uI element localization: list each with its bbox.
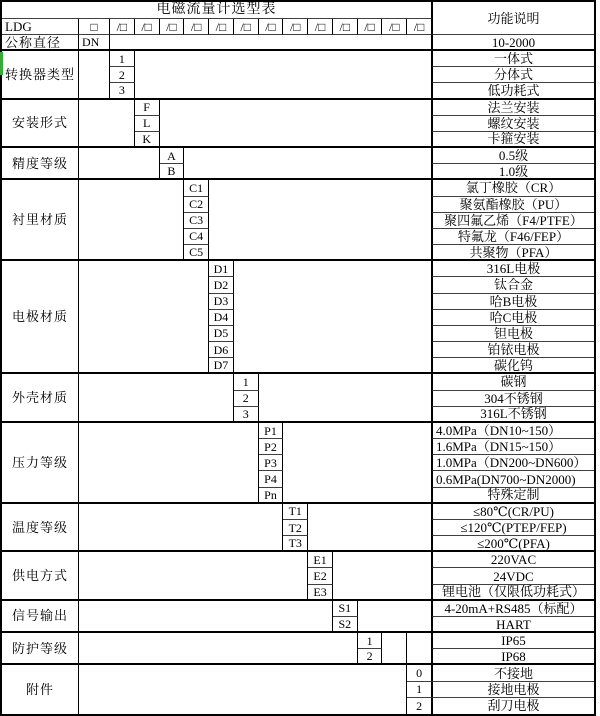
desc-cell: IP65 — [432, 633, 594, 649]
section-gap — [209, 180, 432, 261]
section-label: 外壳材质 — [2, 374, 79, 423]
code-cell: D2 — [209, 277, 234, 293]
desc-cell: 铂铱电极 — [432, 342, 594, 358]
model-box-cell: □ — [79, 19, 110, 35]
code-cell: C1 — [184, 180, 209, 196]
desc-cell: 不接地 — [432, 665, 594, 681]
code-cell: P3 — [259, 455, 284, 471]
desc-cell: 低功耗式 — [432, 83, 594, 99]
model-slot-cell: /□ — [382, 19, 407, 35]
filler-cell — [407, 633, 432, 665]
code-cell: T2 — [283, 520, 308, 536]
code-cell: 1 — [407, 682, 432, 698]
desc-cell: HART — [432, 617, 594, 633]
desc-cell: 聚氨酯橡胶（PU） — [432, 197, 594, 213]
model-slot-cell: /□ — [407, 19, 432, 35]
desc-cell: 分体式 — [432, 67, 594, 83]
section-label: 电极材质 — [2, 261, 79, 374]
code-cell: 3 — [234, 407, 259, 423]
code-cell: 2 — [358, 649, 383, 665]
code-cell: D3 — [209, 294, 234, 310]
section-label: 转换器类型 — [2, 51, 79, 100]
code-cell: P2 — [259, 439, 284, 455]
section-gap — [79, 148, 160, 180]
desc-cell: 24VDC — [432, 568, 594, 584]
desc-cell: 一体式 — [432, 51, 594, 67]
code-cell: 3 — [110, 83, 135, 99]
section-gap — [135, 51, 432, 100]
model-slot-cell: /□ — [358, 19, 383, 35]
desc-cell: 氯丁橡胶（CR） — [432, 180, 594, 196]
desc-cell: 4.0MPa（DN10~150） — [432, 423, 594, 439]
code-cell: C3 — [184, 213, 209, 229]
code-cell: 2 — [234, 391, 259, 407]
code-cell: K — [135, 132, 160, 148]
code-cell: 0 — [407, 665, 432, 681]
code-cell: T1 — [283, 504, 308, 520]
section-gap — [79, 633, 358, 665]
diameter-desc: 10-2000 — [432, 35, 594, 51]
code-cell: C4 — [184, 229, 209, 245]
code-cell: 1 — [358, 633, 383, 649]
function-column-header: 功能说明 — [432, 2, 594, 35]
desc-cell: 螺纹安装 — [432, 116, 594, 132]
model-slot-cell: /□ — [209, 19, 234, 35]
code-cell: C2 — [184, 197, 209, 213]
model-slot-cell: /□ — [333, 19, 358, 35]
desc-cell: 1.6MPa（DN15~150） — [432, 439, 594, 455]
section-gap — [358, 601, 432, 633]
model-slot-cell: /□ — [259, 19, 284, 35]
desc-cell: 1.0MPa（DN200~DN600） — [432, 455, 594, 471]
section-label: 附件 — [2, 665, 79, 714]
section-gap — [79, 100, 135, 149]
code-cell: E2 — [308, 568, 333, 584]
section-gap — [79, 665, 407, 714]
code-cell: S2 — [333, 617, 358, 633]
code-cell: P4 — [259, 471, 284, 487]
model-slot-cell: /□ — [308, 19, 333, 35]
desc-cell: 哈B电极 — [432, 294, 594, 310]
desc-cell: 钛合金 — [432, 277, 594, 293]
section-gap — [79, 423, 259, 504]
desc-cell: 锂电池（仅限低功耗式） — [432, 585, 594, 601]
desc-cell: ≤120℃(PTEP/FEP) — [432, 520, 594, 536]
section-label: 供电方式 — [2, 552, 79, 601]
code-cell: D1 — [209, 261, 234, 277]
model-prefix-cell: LDG — [2, 19, 79, 35]
section-gap — [333, 552, 432, 601]
section-label: 安装形式 — [2, 100, 79, 149]
code-cell: E3 — [308, 585, 333, 601]
desc-cell: 4-20mA+RS485（标配） — [432, 601, 594, 617]
desc-cell: 聚四氟乙烯（F4/PTFE） — [432, 213, 594, 229]
section-gap — [283, 423, 432, 504]
model-slot-cell: /□ — [283, 19, 308, 35]
code-cell: 1 — [110, 51, 135, 67]
section-gap — [79, 601, 333, 633]
desc-cell: 哈C电极 — [432, 310, 594, 326]
desc-cell: 碳化钨 — [432, 358, 594, 374]
code-cell: L — [135, 116, 160, 132]
desc-cell: 共聚物（PFA） — [432, 245, 594, 261]
model-slot-cell: /□ — [110, 19, 135, 35]
green-marker — [0, 52, 3, 75]
section-gap — [259, 374, 432, 423]
section-gap — [308, 504, 432, 553]
code-cell: 1 — [234, 374, 259, 390]
table-title: 电磁流量计选型表 — [2, 2, 432, 19]
desc-cell: 0.5级 — [432, 148, 594, 164]
model-slot-cell: /□ — [184, 19, 209, 35]
section-gap — [79, 261, 209, 374]
section-gap — [79, 180, 184, 261]
section-gap — [234, 261, 432, 374]
code-cell: F — [135, 100, 160, 116]
desc-cell: 特氟龙（F46/FEP） — [432, 229, 594, 245]
model-slot-cell: /□ — [160, 19, 185, 35]
section-gap — [184, 148, 432, 180]
code-cell: 2 — [407, 698, 432, 714]
section-label: 压力等级 — [2, 423, 79, 504]
section-gap — [79, 51, 110, 100]
desc-cell: 刮刀电极 — [432, 698, 594, 714]
desc-cell: 接地电极 — [432, 682, 594, 698]
section-label: 信号输出 — [2, 601, 79, 633]
filler-cell — [110, 35, 432, 51]
model-slot-cell: /□ — [135, 19, 160, 35]
code-cell: D5 — [209, 326, 234, 342]
section-gap — [160, 100, 432, 149]
filler-cell — [382, 633, 407, 665]
section-label: 精度等级 — [2, 148, 79, 180]
desc-cell: ≤80℃(CR/PU) — [432, 504, 594, 520]
code-cell: 2 — [110, 67, 135, 83]
code-cell: A — [160, 148, 185, 164]
code-cell: D4 — [209, 310, 234, 326]
desc-cell: 卡箍安装 — [432, 132, 594, 148]
code-cell: C5 — [184, 245, 209, 261]
section-label: 防护等级 — [2, 633, 79, 665]
code-cell: S1 — [333, 601, 358, 617]
desc-cell: IP68 — [432, 649, 594, 665]
code-cell: D7 — [209, 358, 234, 374]
section-label: 衬里材质 — [2, 180, 79, 261]
desc-cell: 钽电极 — [432, 326, 594, 342]
desc-cell: 1.0级 — [432, 164, 594, 180]
desc-cell: 220VAC — [432, 552, 594, 568]
diameter-code-cell: DN — [79, 35, 110, 51]
section-gap — [79, 504, 283, 553]
diameter-label: 公称直径 — [2, 35, 79, 51]
desc-cell: 304不锈钢 — [432, 391, 594, 407]
desc-cell: 法兰安装 — [432, 100, 594, 116]
code-cell: B — [160, 164, 185, 180]
desc-cell: 特殊定制 — [432, 488, 594, 504]
section-label: 温度等级 — [2, 504, 79, 553]
desc-cell: 316L不锈钢 — [432, 407, 594, 423]
section-gap — [79, 374, 234, 423]
code-cell: D6 — [209, 342, 234, 358]
desc-cell: 碳钢 — [432, 374, 594, 390]
desc-cell: ≤200℃(PFA) — [432, 536, 594, 552]
model-slot-cell: /□ — [234, 19, 259, 35]
section-gap — [79, 552, 308, 601]
code-cell: T3 — [283, 536, 308, 552]
desc-cell: 0.6MPa(DN700~DN2000) — [432, 471, 594, 487]
desc-cell: 316L电极 — [432, 261, 594, 277]
code-cell: E1 — [308, 552, 333, 568]
code-cell: Pn — [259, 488, 284, 504]
code-cell: P1 — [259, 423, 284, 439]
